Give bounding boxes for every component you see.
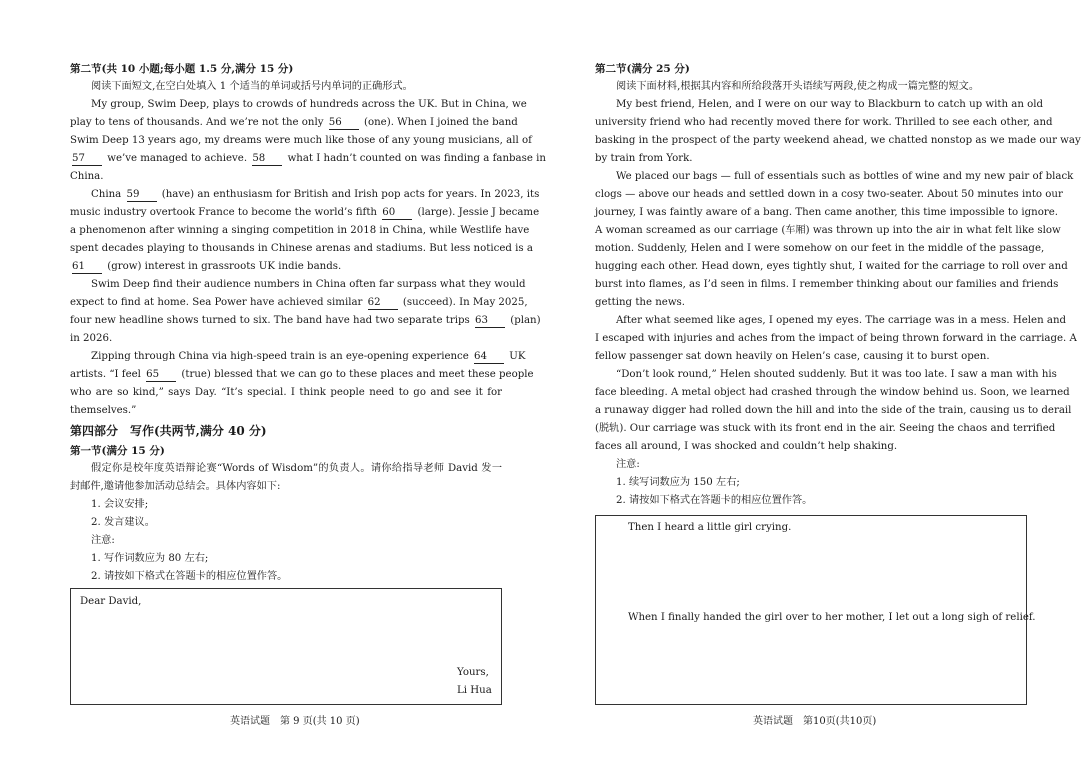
- story-line: fellow passenger sat down heavily on Helen’s case, causing it to burst open.: [595, 351, 990, 362]
- note-item: 1. 续写词数应为 150 左右;: [616, 477, 740, 488]
- story-line: journey, I was faintly aware of a bang. Then came another, this time impossible to ignore.: [595, 207, 1058, 218]
- writing-section1-heading: 第一节(满分 15 分): [70, 445, 165, 457]
- passage-line: themselves.”: [70, 405, 137, 416]
- page-footer: 英语试题 第 9 页(共 10 页): [230, 716, 360, 727]
- story-line: motion. Suddenly, Helen and I were somehow on our feet in the middle of the passage,: [595, 243, 1045, 254]
- section2-heading: 第二节(共 10 小题;每小题 1.5 分,满分 15 分): [70, 63, 294, 75]
- paragraph1-opener: Then I heard a little girl crying.: [628, 522, 792, 533]
- email-signature: Li Hua: [457, 685, 492, 696]
- right-content: [595, 60, 1081, 510]
- blank-65[interactable]: 65: [146, 368, 176, 382]
- story-line: I escaped with injuries and aches from the impact of being thrown forward in the carriage. A: [595, 333, 1077, 344]
- story-line: a runaway digger had rolled down the hill and into the side of the train, causing us to derail: [595, 405, 1072, 416]
- passage-line: who are so kind,” says Day. “It’s special. I think people need to go and see it for: [70, 387, 502, 398]
- passage-line: China.: [70, 171, 104, 182]
- note-item: 1. 写作词数应为 80 左右;: [91, 553, 209, 564]
- passage-line: play to tens of thousands. And we’re not the only 56 (one). When I joined the band: [70, 117, 518, 128]
- passage-line: four new headline shows turned to six. The band have had two separate trips 63 (plan): [70, 315, 541, 326]
- blank-60[interactable]: 60: [382, 206, 412, 220]
- task-item: 1. 会议安排;: [91, 499, 149, 510]
- passage-line: spent decades playing to thousands in Chinese arenas and stadiums. But less noticed is a: [70, 243, 533, 254]
- story-line: by train from York.: [595, 153, 693, 164]
- story-line: university friend who had recently moved there for work. Thrilled to see each other, and: [595, 117, 1053, 128]
- blank-63[interactable]: 63: [475, 314, 505, 328]
- story-line: face bleeding. A metal object had crashed through the window behind us. Soon, we learned: [595, 387, 1070, 398]
- note-label: 注意:: [91, 535, 115, 546]
- passage-line: expect to find at home. Sea Power have achieved similar 62 (succeed). In May 2025,: [70, 297, 528, 308]
- passage-line: in 2026.: [70, 333, 113, 344]
- instruction: 阅读下面短文,在空白处填入 1 个适当的单词或括号内单词的正确形式。: [91, 81, 413, 92]
- passage-line: a phenomenon after winning a singing competition in 2018 in China, while Westlife have: [70, 225, 530, 236]
- page-footer: 英语试题 第10页(共10页): [753, 716, 877, 727]
- blank-58[interactable]: 58: [252, 152, 282, 166]
- right-page: [595, 0, 1081, 764]
- story-line: faces all around, I was shocked and couldn’t help shaking.: [595, 441, 898, 452]
- story-line: My best friend, Helen, and I were on our way to Blackburn to catch up with an old: [616, 99, 1044, 110]
- continuation-answer-box[interactable]: [595, 515, 1036, 705]
- task-item: 2. 发言建议。: [91, 517, 155, 528]
- left-content: [70, 60, 546, 586]
- instruction: 阅读下面材料,根据其内容和所给段落开头语续写两段,使之构成一篇完整的短文。: [616, 81, 980, 92]
- story-line: burst into flames, as I’d seen in films. I remember thinking about our families and friends: [595, 279, 1059, 290]
- note-item: 2. 请按如下格式在答题卡的相应位置作答。: [616, 495, 813, 506]
- email-greeting: Dear David,: [80, 596, 142, 607]
- story-line: (脱轨). Our carriage was stuck with its front end in the air. Seeing the chaos and terrified: [595, 423, 1056, 434]
- email-closing: Yours,: [457, 667, 489, 678]
- blank-61[interactable]: 61: [72, 260, 102, 274]
- task-line: 封邮件,邀请他参加活动总结会。具体内容如下:: [70, 481, 281, 492]
- note-label: 注意:: [616, 459, 640, 470]
- blank-56[interactable]: 56: [329, 116, 359, 130]
- blank-62[interactable]: 62: [368, 296, 398, 310]
- story-line: “Don’t look round,” Helen shouted suddenly. But it was too late. I saw a man with his: [616, 369, 1057, 380]
- story-line: After what seemed like ages, I opened my eyes. The carriage was in a mess. Helen and: [616, 315, 1067, 326]
- passage-line: 57 we’ve managed to achieve. 58 what I hadn’t counted on was finding a fanbase in: [72, 153, 546, 164]
- story-line: basking in the prospect of the party weekend ahead, we chatted nonstop as we made our way: [595, 135, 1081, 146]
- left-page: [70, 0, 546, 764]
- paragraph2-opener: When I finally handed the girl over to her mother, I let out a long sigh of relief.: [628, 612, 1036, 623]
- blank-59[interactable]: 59: [127, 188, 157, 202]
- story-line: clogs — above our heads and settled down in a cosy two-seater. About 50 minutes into our: [595, 189, 1063, 200]
- passage-line: Zipping through China via high-speed train is an eye-opening experience 64 UK: [91, 351, 526, 362]
- blank-64[interactable]: 64: [474, 350, 504, 364]
- passage-line: China 59 (have) an enthusiasm for British and Irish pop acts for years. In 2023, its: [91, 189, 540, 200]
- passage-line: Swim Deep find their audience numbers in China often far surpass what they would: [91, 279, 526, 290]
- passage-line: artists. “I feel 65 (true) blessed that we can go to these places and meet these people: [70, 369, 534, 380]
- blank-57[interactable]: 57: [72, 152, 102, 166]
- story-line: A woman screamed as our carriage (车厢) was thrown up into the air in what felt like slow: [595, 225, 1061, 236]
- part4-heading: 第四部分 写作(共两节,满分 40 分): [70, 424, 267, 438]
- story-line: hugging each other. Head down, eyes tightly shut, I waited for the carriage to roll over and: [595, 261, 1068, 272]
- note-item: 2. 请按如下格式在答题卡的相应位置作答。: [91, 571, 288, 582]
- passage-line: Swim Deep 13 years ago, my dreams were much like those of any young musicians, all of: [70, 135, 532, 146]
- continuation-heading: 第二节(满分 25 分): [595, 63, 690, 75]
- passage-line: My group, Swim Deep, plays to crowds of hundreds across the UK. But in China, we: [91, 99, 527, 110]
- story-line: We placed our bags — full of essentials such as bottles of wine and my new pair of black: [616, 171, 1074, 182]
- story-line: getting the news.: [595, 297, 686, 308]
- passage-line: 61 (grow) interest in grassroots UK indie bands.: [72, 261, 342, 272]
- task-line: 假定你是校年度英语辩论赛“Words of Wisdom”的负责人。请你给指导老师 David 发一: [91, 463, 502, 474]
- passage-line: music industry overtook France to become the world’s fifth 60 (large). Jessie J became: [70, 207, 540, 218]
- email-answer-box[interactable]: [70, 588, 502, 705]
